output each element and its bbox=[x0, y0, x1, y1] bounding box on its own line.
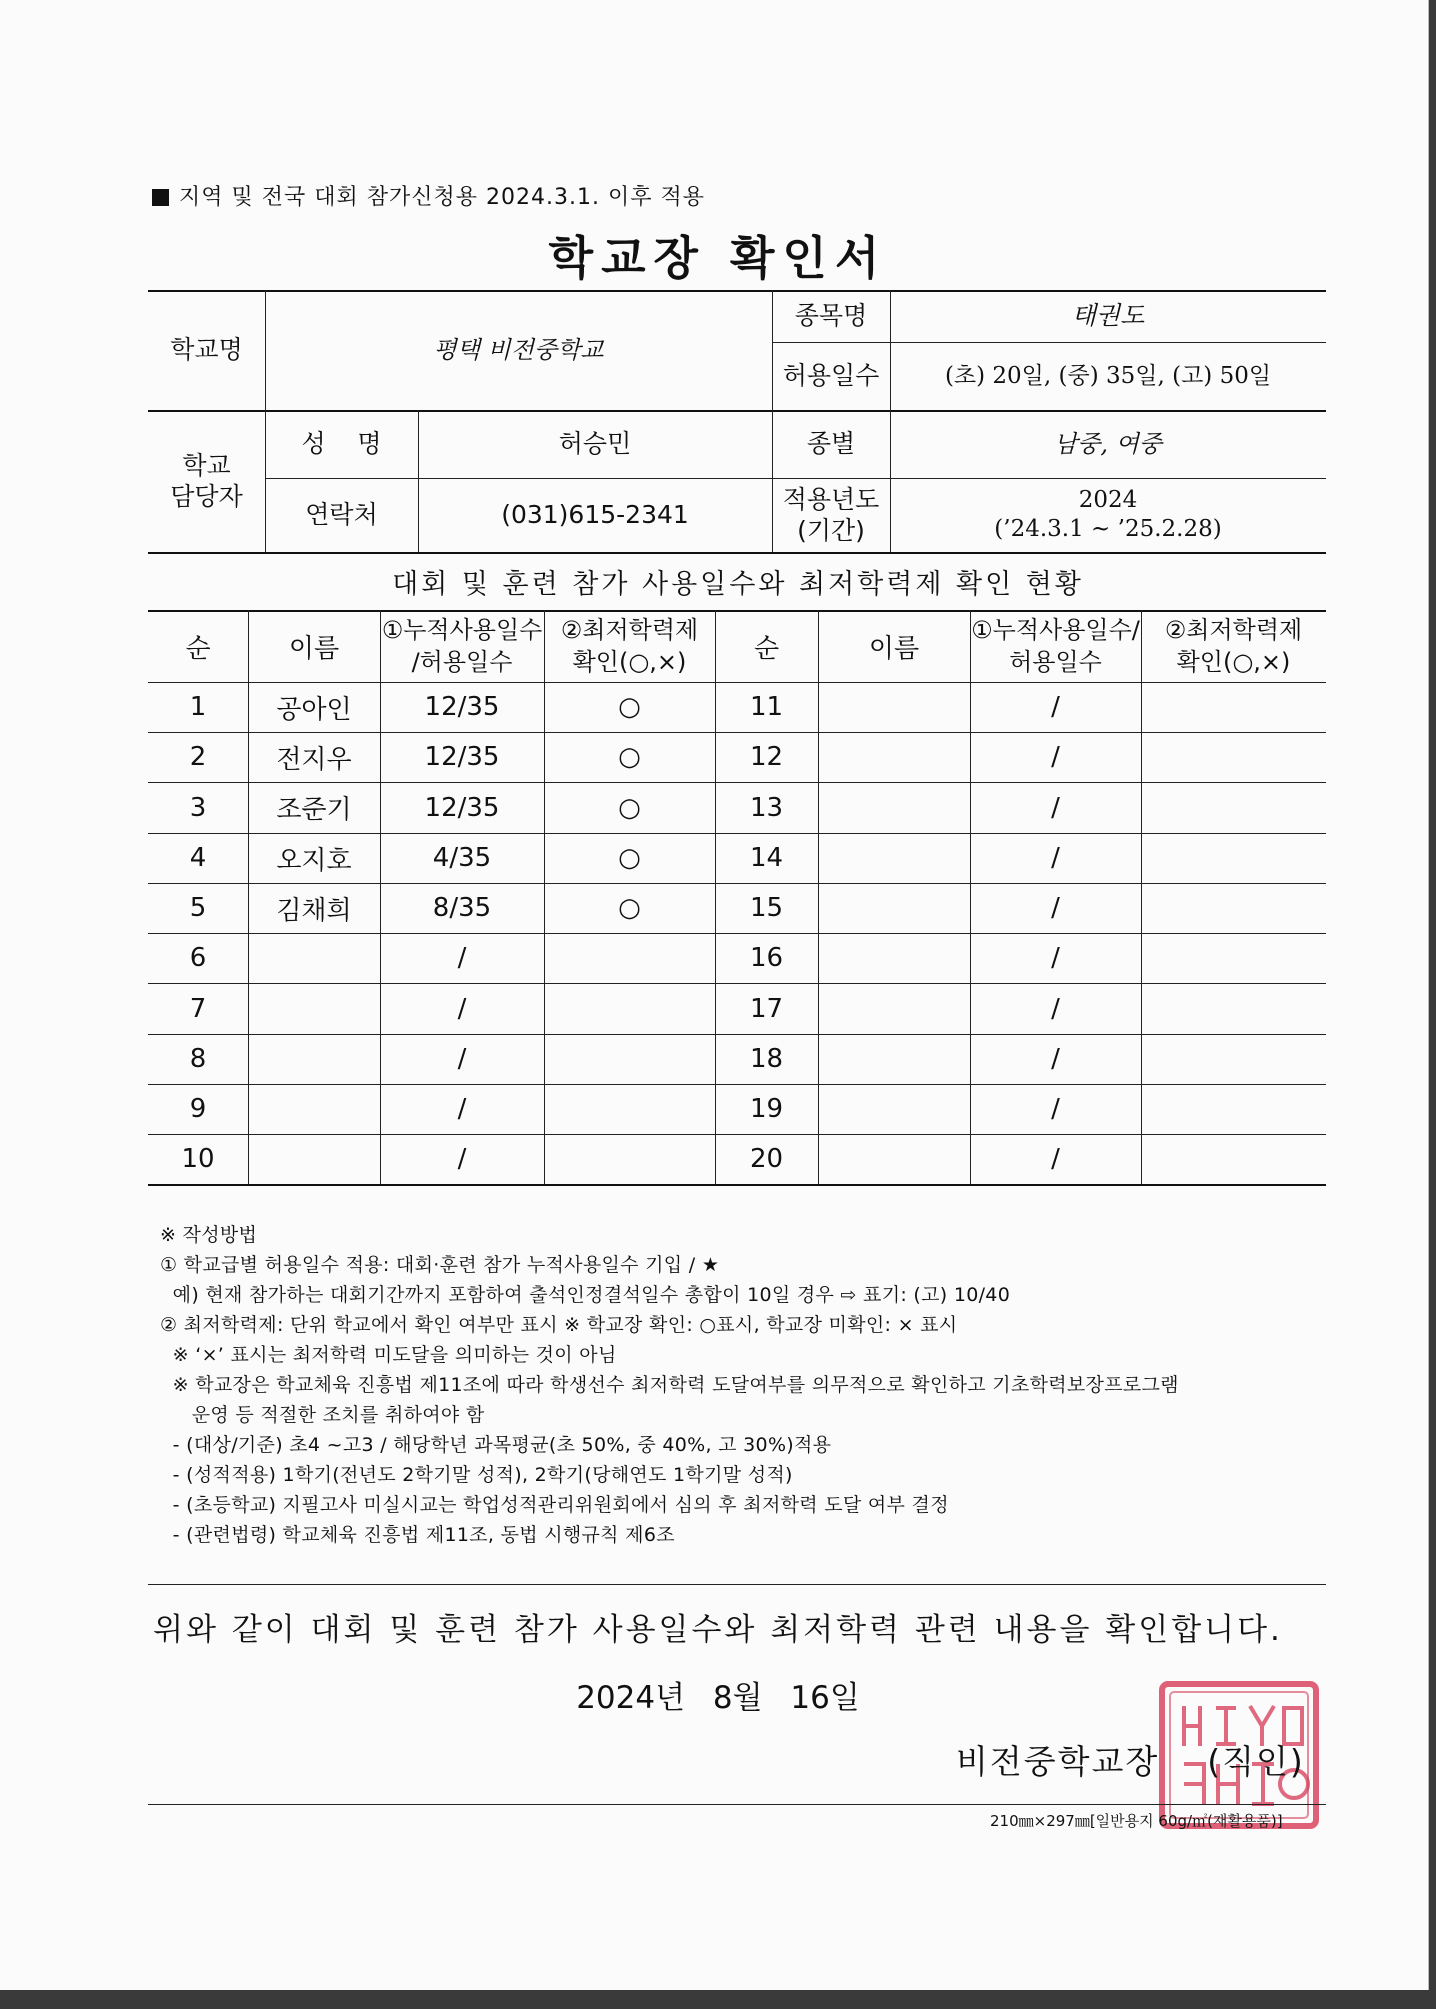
allowed-days-label: 허용일수 bbox=[782, 361, 880, 391]
row-days: / bbox=[457, 1094, 467, 1124]
note-line: ② 최저학력제: 단위 학교에서 확인 여부만 표시 ※ 학교장 확인: ○표시, 학교장 미확인: × 표시 bbox=[160, 1314, 958, 1336]
gender-label: 종별 bbox=[806, 429, 856, 459]
row-check bbox=[1141, 682, 1326, 732]
year-cell bbox=[890, 478, 1326, 552]
year-value: 2024 bbox=[1078, 487, 1138, 514]
row-days: / bbox=[457, 1144, 467, 1174]
row-no: 10 bbox=[181, 1144, 215, 1174]
row-check bbox=[1141, 1134, 1326, 1184]
row-name: 공아인 bbox=[276, 694, 352, 725]
row-days: 12/35 bbox=[424, 692, 500, 722]
row-no: 16 bbox=[749, 943, 784, 973]
header-name-right: 이름 bbox=[868, 633, 920, 664]
note-line: ※ 작성방법 bbox=[160, 1224, 258, 1246]
row-days: / bbox=[457, 993, 467, 1024]
row-no: 19 bbox=[749, 1094, 784, 1124]
manager-label: 학교 담당자 bbox=[170, 450, 243, 511]
row-check bbox=[1141, 983, 1326, 1034]
page-title: 학교장 확인서 bbox=[548, 231, 888, 285]
row-name bbox=[818, 1134, 970, 1184]
row-name bbox=[818, 933, 970, 983]
year-label: 적용년도 (기간) bbox=[782, 484, 880, 545]
event-name: 태권도 bbox=[1071, 301, 1145, 331]
bottom-divider bbox=[148, 1804, 1326, 1805]
row-check bbox=[1141, 833, 1326, 883]
contact-value: (031)615-2341 bbox=[501, 500, 689, 530]
row-days: / bbox=[457, 943, 467, 973]
row-name bbox=[248, 933, 380, 983]
row-name: 조준기 bbox=[276, 795, 352, 825]
seal-label: (직인) bbox=[1207, 1742, 1305, 1781]
signer-name: 비전중학교장 bbox=[956, 1742, 1160, 1781]
row-check bbox=[544, 1134, 715, 1184]
divider bbox=[148, 1584, 1326, 1585]
row-days: 8/35 bbox=[432, 893, 492, 923]
signer-line bbox=[956, 1736, 1305, 1783]
row-check: ○ bbox=[618, 893, 641, 923]
section-title: 대회 및 훈련 참가 사용일수와 최저학력제 확인 현황 bbox=[392, 569, 1084, 600]
period-value: (’24.3.1 ~ ’25.2.28) bbox=[994, 516, 1222, 542]
note-line: - (성적적용) 1학기(전년도 2학기말 성적), 2학기(당해연도 1학기말 성적) bbox=[160, 1464, 793, 1486]
row-no: 8 bbox=[189, 1044, 207, 1074]
row-name bbox=[248, 983, 380, 1034]
allowed-days-value: (초) 20일, (중) 35일, (고) 50일 bbox=[944, 362, 1272, 389]
row-check: ○ bbox=[618, 692, 641, 722]
manager-name: 허승민 bbox=[558, 429, 632, 459]
note-line: - (대상/기준) 초4 ~고3 / 해당학년 과목평균(초 50%, 중 40%, 고 30%)적용 bbox=[160, 1434, 832, 1456]
paper-spec: 210㎜×297㎜[일반용지 60g/㎡(재활용품)] bbox=[990, 1812, 1283, 1830]
row-name bbox=[248, 1034, 380, 1084]
row-name bbox=[818, 782, 970, 833]
row-no: 6 bbox=[189, 943, 207, 973]
header-no-right: 순 bbox=[753, 633, 780, 664]
header-check: ②최저학력제 확인(○,×) bbox=[560, 615, 699, 676]
row-name bbox=[818, 1034, 970, 1084]
row-days: 12/35 bbox=[424, 792, 500, 823]
note-line: 운영 등 적절한 조치를 취하여야 함 bbox=[160, 1404, 485, 1426]
square-bullet-icon bbox=[152, 189, 169, 206]
header-no: 순 bbox=[185, 633, 211, 664]
note-line: ① 학교급별 허용일수 적용: 대회·훈련 참가 누적사용일수 기입 / ★ bbox=[160, 1254, 720, 1276]
row-no: 5 bbox=[189, 893, 207, 923]
row-name bbox=[818, 682, 970, 732]
row-name: 김채희 bbox=[276, 895, 352, 926]
row-name bbox=[818, 833, 970, 883]
row-check: ○ bbox=[618, 843, 641, 873]
note-line: - (초등학교) 지필고사 미실시교는 학업성적관리위원회에서 심의 후 최저학력 도달 여부 결정 bbox=[160, 1494, 949, 1516]
row-no: 20 bbox=[749, 1144, 784, 1174]
top-note bbox=[152, 180, 705, 211]
school-name: 평택 비전중학교 bbox=[433, 336, 604, 364]
row-no: 13 bbox=[749, 792, 784, 823]
row-no: 17 bbox=[749, 993, 784, 1024]
row-check bbox=[1141, 883, 1326, 933]
note-line: ※ ‘×’ 표시는 최저학력 미도달을 의미하는 것이 아님 bbox=[160, 1344, 617, 1366]
header-days: ①누적사용일수 /허용일수 bbox=[381, 615, 543, 676]
row-no: 15 bbox=[749, 893, 784, 923]
row-days: / bbox=[1051, 1144, 1060, 1174]
gender-value: 남중, 여중 bbox=[1054, 430, 1162, 458]
row-days: 12/35 bbox=[424, 742, 500, 772]
row-name bbox=[248, 1134, 380, 1184]
row-name bbox=[818, 732, 970, 782]
row-check bbox=[544, 933, 715, 983]
row-days: / bbox=[1051, 1094, 1060, 1124]
row-check bbox=[1141, 933, 1326, 983]
row-no: 9 bbox=[189, 1094, 207, 1124]
name-label: 성 명 bbox=[301, 429, 382, 459]
top-note-text: 지역 및 전국 대회 참가신청용 2024.3.1. 이후 적용 bbox=[179, 185, 705, 210]
row-check bbox=[1141, 782, 1326, 833]
row-days: / bbox=[1051, 893, 1060, 923]
row-no: 7 bbox=[189, 993, 207, 1024]
row-days: / bbox=[1051, 993, 1060, 1024]
header-check-right: ②최저학력제 확인(○,×) bbox=[1164, 615, 1303, 676]
row-no: 1 bbox=[189, 692, 207, 722]
row-days: / bbox=[1051, 792, 1060, 823]
row-name: 오지호 bbox=[276, 845, 352, 876]
row-name: 전지우 bbox=[276, 744, 352, 775]
note-line: 예) 현재 참가하는 대회기간까지 포함하여 출석인정결석일수 총합이 10일 경우 ⇨ 표기: (고) 10/40 bbox=[160, 1284, 1011, 1306]
row-no: 4 bbox=[189, 843, 207, 873]
row-no: 14 bbox=[749, 843, 784, 873]
row-days: / bbox=[1051, 742, 1060, 772]
school-label: 학교명 bbox=[170, 335, 243, 365]
contact-label: 연락처 bbox=[305, 500, 378, 530]
row-no: 12 bbox=[749, 742, 784, 772]
header-days-right: ①누적사용일수/ 허용일수 bbox=[971, 615, 1140, 676]
row-days: / bbox=[1051, 943, 1060, 973]
row-check: ○ bbox=[618, 792, 641, 823]
row-days: / bbox=[1051, 1044, 1060, 1074]
row-check: ○ bbox=[618, 742, 641, 772]
row-days: / bbox=[457, 1044, 467, 1074]
confirm-statement: 위와 같이 대회 및 훈련 참가 사용일수와 최저학력 관련 내용을 확인합니다. bbox=[153, 1612, 1283, 1648]
header-name: 이름 bbox=[288, 633, 340, 664]
row-check bbox=[1141, 732, 1326, 782]
issue-date: 2024년 8월 16일 bbox=[576, 1680, 860, 1716]
row-name bbox=[818, 1084, 970, 1134]
row-check bbox=[544, 1034, 715, 1084]
row-no: 3 bbox=[189, 792, 207, 823]
note-line: - (관련법령) 학교체육 진흥법 제11조, 동법 시행규칙 제6조 bbox=[160, 1524, 675, 1546]
row-check bbox=[544, 1084, 715, 1134]
row-name bbox=[248, 1084, 380, 1134]
row-days: 4/35 bbox=[432, 843, 492, 873]
row-check bbox=[1141, 1084, 1326, 1134]
row-name bbox=[818, 983, 970, 1034]
row-no: 2 bbox=[189, 742, 207, 772]
row-days: / bbox=[1051, 843, 1060, 873]
row-name bbox=[818, 883, 970, 933]
row-no: 11 bbox=[749, 692, 784, 722]
event-label: 종목명 bbox=[794, 301, 868, 331]
writing-notes bbox=[160, 1220, 1179, 1550]
row-no: 18 bbox=[749, 1044, 784, 1074]
note-line: ※ 학교장은 학교체육 진흥법 제11조에 따라 학생선수 최저학력 도달여부를 의무적으로 확인하고 기초학력보장프로그램 bbox=[160, 1374, 1179, 1396]
row-check bbox=[1141, 1034, 1326, 1084]
row-days: / bbox=[1051, 692, 1060, 722]
row-check bbox=[544, 983, 715, 1034]
